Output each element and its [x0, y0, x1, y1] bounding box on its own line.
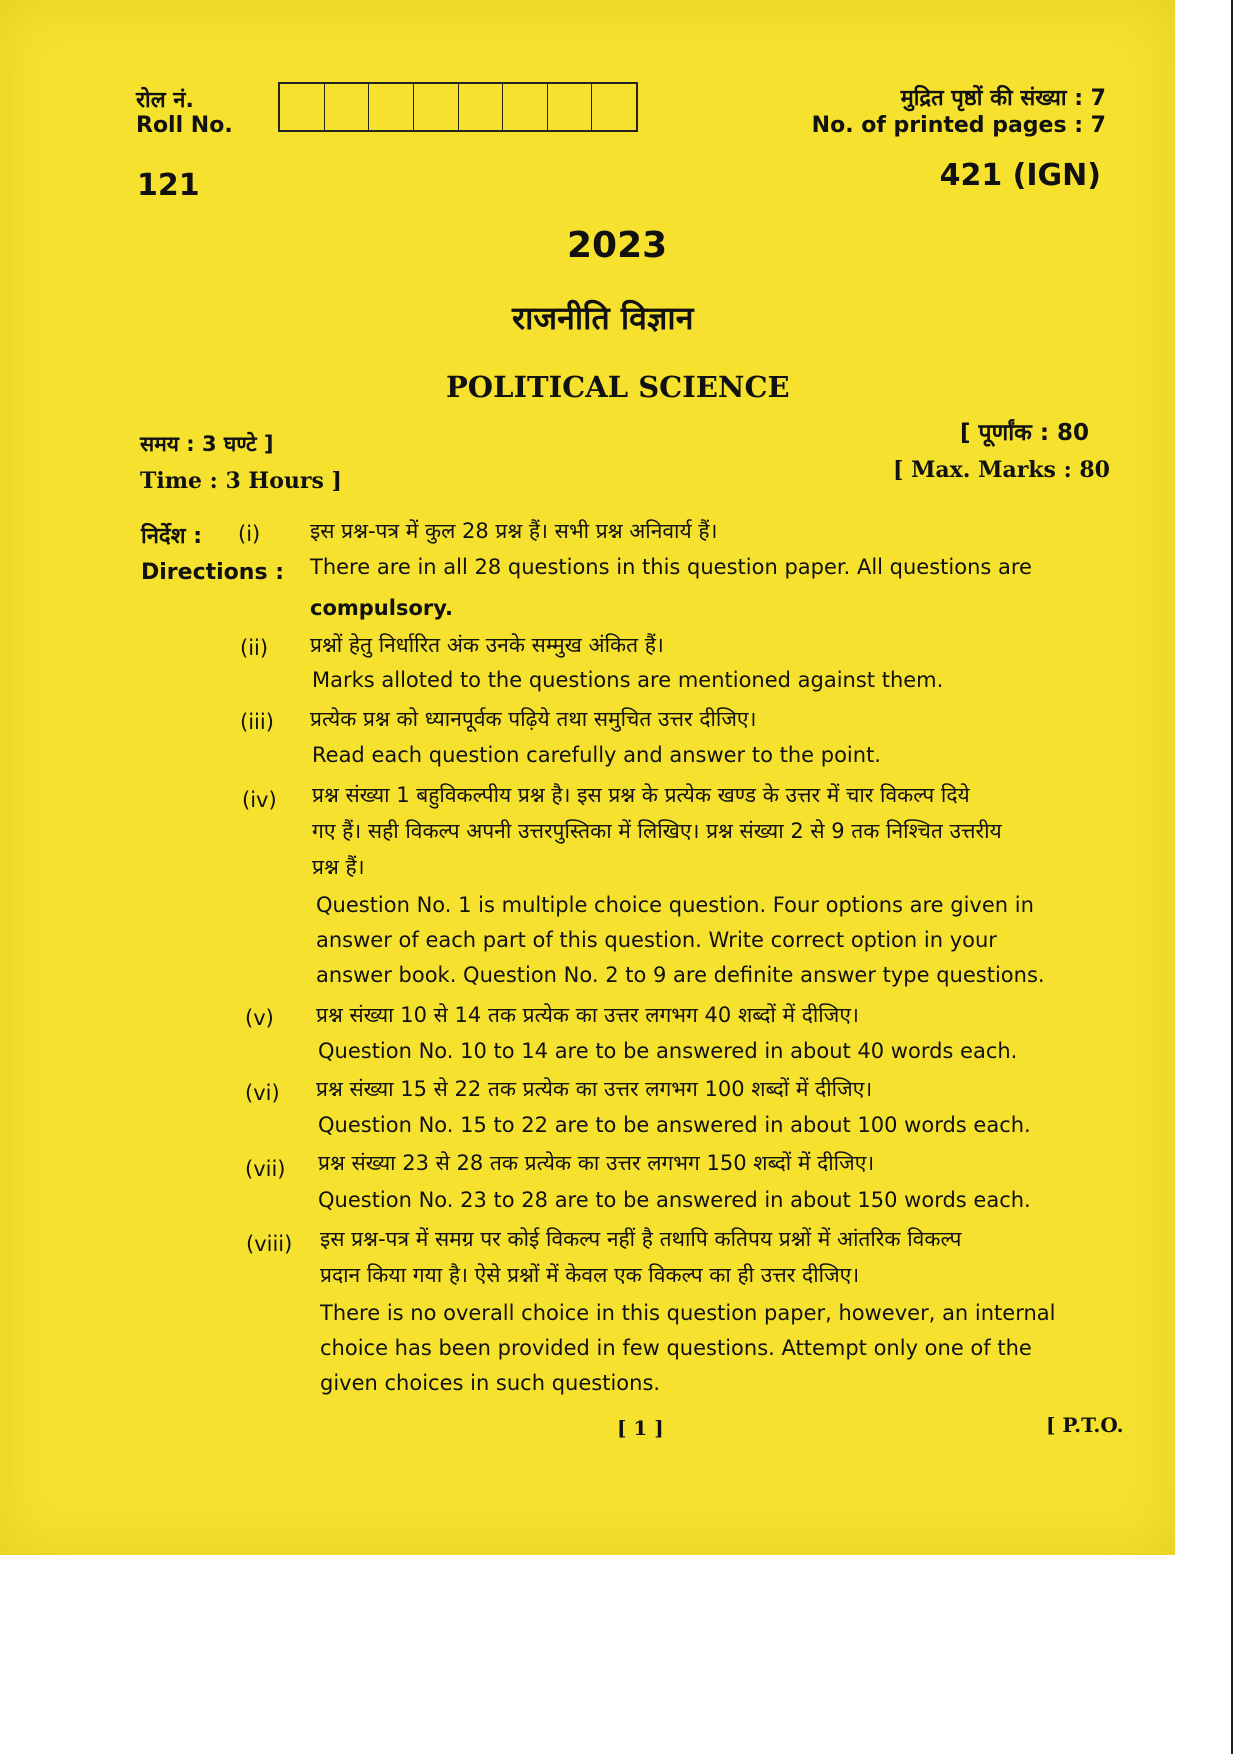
max-marks-english: [ Max. Marks : 80	[893, 457, 1110, 483]
series-number: 121	[137, 168, 200, 203]
direction-hindi-text: प्रश्न संख्या 1 बहुविकल्पीय प्रश्न है। इस प्रश्न के प्रत्येक खण्ड के उत्तर में चार विकल्प दिये	[312, 783, 970, 807]
printed-pages-hindi: मुद्रित पृष्ठों की संख्या : 7	[900, 86, 1106, 111]
direction-english-text: Read each question carefully and answer to the point.	[312, 743, 881, 767]
direction-hindi-text: प्रश्न संख्या 23 से 28 तक प्रत्येक का उत्तर लगभग 150 शब्दों में दीजिए।	[318, 1151, 875, 1175]
roll-label-english: Roll No.	[136, 113, 233, 138]
direction-hindi-text: प्रश्न संख्या 15 से 22 तक प्रत्येक का उत्तर लगभग 100 शब्दों में दीजिए।	[316, 1077, 873, 1101]
direction-hindi-text: प्रत्येक प्रश्न को ध्यानपूर्वक पढ़िये तथा समुचित उत्तर दीजिए।	[310, 707, 757, 731]
direction-english-text: Question No. 15 to 22 are to be answered in about 100 words each.	[318, 1113, 1031, 1137]
direction-english-text: Question No. 1 is multiple choice question. Four options are given in	[316, 893, 1034, 917]
direction-hindi-text: इस प्रश्न-पत्र में कुल 28 प्रश्न हैं। सभी प्रश्न अनिवार्य हैं।	[310, 519, 718, 543]
direction-english-text: Question No. 10 to 14 are to be answered in about 40 words each.	[318, 1039, 1018, 1063]
subject-title-english: POLITICAL SCIENCE	[446, 370, 790, 404]
page-number: [ 1 ]	[617, 1416, 664, 1440]
roll-box[interactable]	[325, 84, 370, 130]
paper-code: 421 (IGN)	[939, 158, 1101, 193]
time-hindi: समय : 3 घण्टे ]	[140, 432, 274, 456]
direction-english-text: answer of each part of this question. Write correct option in your	[316, 928, 997, 952]
roll-box[interactable]	[280, 84, 325, 130]
directions-label-hindi: निर्देश :	[141, 524, 203, 549]
max-marks-hindi: [ पूर्णांक : 80	[960, 420, 1090, 446]
roll-box[interactable]	[592, 84, 636, 130]
printed-pages-english: No. of printed pages : 7	[811, 113, 1106, 138]
direction-english-text: answer book. Question No. 2 to 9 are definite answer type questions.	[316, 963, 1045, 987]
roll-label-hindi: रोल नं.	[136, 88, 194, 113]
direction-hindi-text: इस प्रश्न-पत्र में समग्र पर कोई विकल्प नहीं है तथापि कतिपय प्रश्नों में आंतरिक विकल्प	[320, 1227, 962, 1251]
direction-english-text: Question No. 23 to 28 are to be answered in about 150 words each.	[318, 1188, 1031, 1212]
direction-hindi-text: प्रश्न हैं।	[312, 855, 365, 879]
time-english: Time : 3 Hours ]	[140, 468, 342, 494]
direction-number: (iii)	[240, 710, 274, 734]
paper-edge	[1231, 0, 1241, 1754]
subject-title-hindi: राजनीति विज्ञान	[512, 299, 694, 337]
roll-box[interactable]	[459, 84, 504, 130]
direction-number: (vi)	[245, 1081, 280, 1105]
exam-year: 2023	[567, 225, 668, 266]
direction-number: (i)	[238, 522, 261, 546]
direction-hindi-text: प्रश्नों हेतु निर्धारित अंक उनके सम्मुख अंकित हैं।	[310, 633, 664, 657]
direction-english-text: There is no overall choice in this question paper, however, an internal	[320, 1301, 1056, 1325]
direction-number: (v)	[245, 1006, 274, 1030]
direction-english-text: There are in all 28 questions in this question paper. All questions are	[310, 555, 1032, 579]
roll-box[interactable]	[503, 84, 548, 130]
direction-english-text: given choices in such questions.	[320, 1371, 661, 1395]
direction-number: (viii)	[246, 1232, 293, 1256]
direction-number: (ii)	[240, 636, 269, 660]
roll-box[interactable]	[369, 84, 414, 130]
direction-hindi-text: प्रदान किया गया है। ऐसे प्रश्नों में केवल एक विकल्प का ही उत्तर दीजिए।	[320, 1263, 860, 1287]
direction-english-text: Marks alloted to the questions are mentioned against them.	[312, 668, 944, 692]
direction-number: (iv)	[242, 788, 277, 812]
direction-number: (vii)	[245, 1157, 286, 1181]
please-turn-over: [ P.T.O.	[1046, 1413, 1124, 1437]
direction-hindi-text: गए हैं। सही विकल्प अपनी उत्तरपुस्तिका में लिखिए। प्रश्न संख्या 2 से 9 तक निश्चित उत्तरीय	[312, 819, 1002, 843]
directions-label-english: Directions :	[141, 560, 284, 585]
direction-hindi-text: प्रश्न संख्या 10 से 14 तक प्रत्येक का उत्तर लगभग 40 शब्दों में दीजिए।	[316, 1003, 859, 1027]
direction-english-text: compulsory.	[310, 596, 453, 620]
direction-english-text: choice has been provided in few questions. Attempt only one of the	[320, 1336, 1032, 1360]
roll-number-boxes[interactable]	[278, 82, 638, 132]
roll-box[interactable]	[548, 84, 593, 130]
roll-box[interactable]	[414, 84, 459, 130]
